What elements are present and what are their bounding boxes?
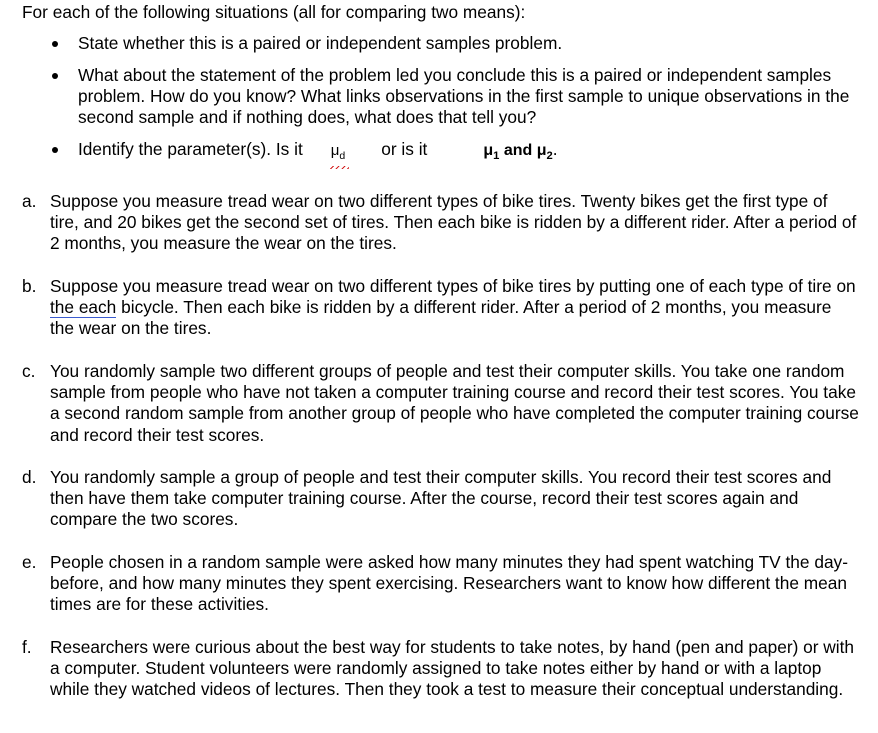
bullet-text: Identify the parameter(s). Is it [78,139,303,159]
problem-item-c [22,361,860,446]
bullet-dot-icon [52,41,58,47]
item-text: You randomly sample a group of people and test their computer skills. You record their test scores and then have them take computer training course. After the course, record their test scores again and compare the two scores. [50,467,832,530]
grammar-flagged-text: the each [50,297,117,318]
bullet-dot-icon [52,147,58,153]
bullet-dot-icon [52,73,58,79]
period: . [552,139,558,159]
item-letter: a. [22,191,37,211]
item-letter: f. [22,637,32,657]
item-text: Suppose you measure tread wear on two different types of bike tires. Twenty bikes get the first type of tire, and 20 bikes get the second set of tires. Then each bike is ridden by a different rider. After a period of 2 months, you measure the wear on the tires. [50,191,857,254]
parameter-mu1-mu2: $\mu_1$ and $\mu_2$ [483,142,553,163]
item-letter: d. [22,467,37,487]
or-text: or is it [381,139,428,159]
problem-item-f [22,637,860,701]
bullet-paired-or-independent [78,33,858,54]
item-text-post: bicycle. Then each bike is ridden by a different rider. After a period of 2 months, you measure the wear on the tires. [50,297,832,339]
problem-item-b [22,276,860,340]
item-letter: e. [22,552,37,572]
bullet-justification [78,65,858,128]
problem-item-e [22,552,860,616]
item-text-pre: Suppose you measure tread wear on two different types of bike tires by putting one of each type of tire on [50,276,856,296]
parameter-mu-d [331,140,346,167]
parameter-mu-d-text: $\mu_d$ [330,142,346,162]
spellcheck-underline [330,166,350,169]
problem-item-d [22,467,860,531]
bullet-identify-parameter [78,139,858,167]
bullet-text: State whether this is a paired or independent samples problem. [78,33,563,53]
item-text: Researchers were curious about the best way for students to take notes, by hand (pen and paper) or with a computer. Student volunteers were randomly assigned to take notes either by hand or with a laptop while they watched videos of lectures. Then they took a test to measure their conceptual understanding. [50,637,855,700]
item-text: People chosen in a random sample were asked how many minutes they had spent watching TV the day-before, and how many minutes they spent exercising. Researchers want to know how different the mean times are for these activities. [50,552,848,615]
instructions-heading: For each of the following situations (all for comparing two means): [22,2,526,22]
item-text: You randomly sample two different groups of people and test their computer skills. You take one random sample from people who have not taken a computer training course and record their test scores. You take a second random sample from another group of people who have completed the computer training course and record their test scores. [50,361,859,445]
problem-item-a [22,191,860,255]
bullet-text: What about the statement of the problem led you conclude this is a paired or independent samples problem. How do you know? What links observations in the first sample to unique observations in the second sample and if nothing does, what does that tell you? [78,65,850,127]
item-letter: b. [22,276,37,296]
item-letter: c. [22,361,36,381]
